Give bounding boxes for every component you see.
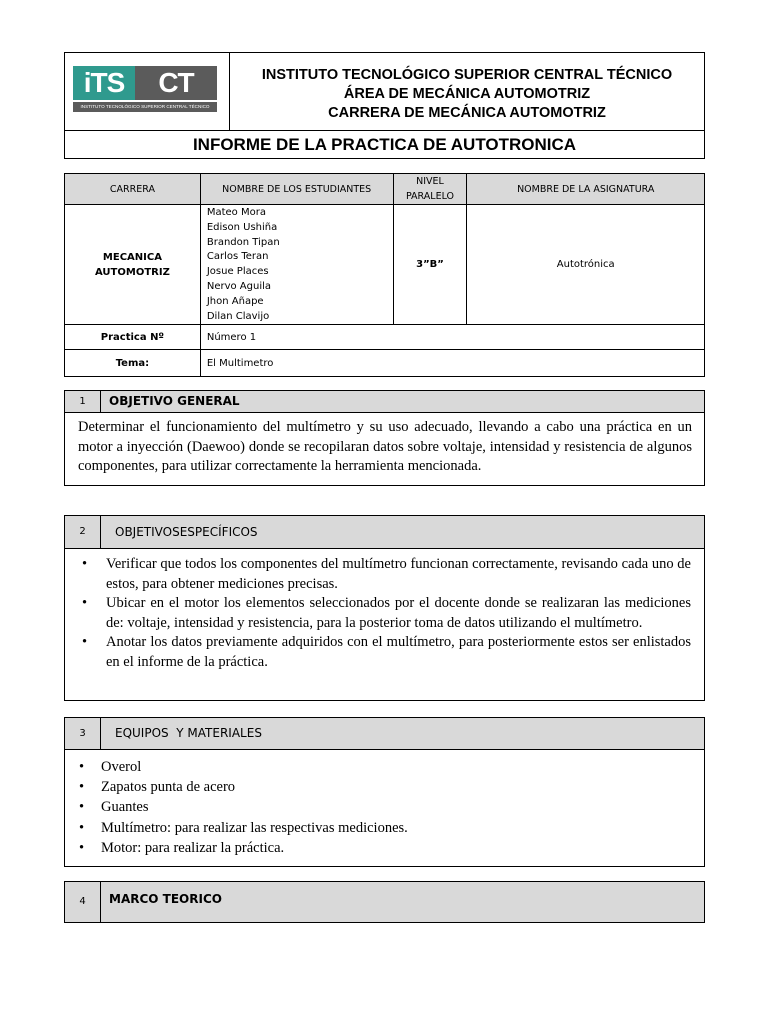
section-header — [65, 718, 704, 750]
student-name: Carlos Teran — [206, 251, 269, 263]
students-list — [200, 205, 393, 325]
col-career: CARRERA — [65, 174, 201, 205]
col-level — [393, 174, 467, 205]
student-name: Jhon Añape — [206, 295, 264, 307]
col-level-line1: NIVEL — [416, 176, 444, 187]
section-number: 4 — [65, 882, 101, 922]
practice-value: Número 1 — [200, 325, 704, 350]
list-item: • Motor: para realizar la práctica. — [101, 838, 692, 858]
topic-value: El Multimetro — [200, 350, 704, 377]
level-value: 3”B” — [393, 205, 467, 325]
section-theoretical-framework — [64, 881, 705, 923]
section-title: OBJETIVO GENERAL — [109, 394, 240, 408]
career-line1: MECANICA — [102, 251, 162, 263]
career-name: CARRERA DE MECÁNICA AUTOMOTRIZ — [328, 105, 606, 121]
section-title: OBJETIVOSESPECÍFICOS — [115, 525, 258, 539]
document-header — [64, 52, 705, 159]
career-line2: AUTOMOTRIZ — [95, 266, 170, 278]
col-students: NOMBRE DE LOS ESTUDIANTES — [200, 174, 393, 205]
section-header — [65, 391, 704, 413]
practice-row — [65, 325, 705, 350]
career-value — [65, 205, 201, 325]
col-subject: NOMBRE DE LA ASIGNATURA — [467, 174, 705, 205]
institute-name: INSTITUTO TECNOLÓGICO SUPERIOR CENTRAL TÉCNICO — [261, 67, 673, 83]
list-item: • Verificar que todos los componentes del multímetro funcionan correctamente, revisando cada uno de estos, para obtener mediciones precisas. — [106, 555, 691, 594]
info-table-row — [65, 205, 705, 325]
section-general-objective — [64, 390, 705, 486]
section-header — [65, 516, 704, 549]
logo-cell — [65, 53, 230, 130]
col-level-line2: PARALELO — [405, 191, 454, 202]
section-title: MARCO TEORICO — [109, 892, 222, 906]
equipment-list — [65, 750, 704, 858]
student-name: Josue Places — [206, 266, 269, 278]
list-item: • Guantes — [101, 797, 692, 817]
subject-value: Autotrónica — [467, 205, 705, 325]
topic-row — [65, 350, 705, 377]
institution-block — [230, 53, 704, 130]
info-table — [64, 173, 705, 377]
section-number: 1 — [65, 391, 101, 412]
list-item: • Ubicar en el motor los elementos seleccionados por el docente donde se realizaran las mediciones de: voltaje, intensidad y resistencia, para la posterior toma de datos utilizando el multímetro. — [106, 594, 691, 633]
section-specific-objectives — [64, 515, 705, 701]
section-title: EQUIPOS Y MATERIALES — [115, 726, 262, 740]
list-item: • Overol — [101, 757, 692, 777]
section-equipment — [64, 717, 705, 867]
report-title: INFORME DE LA PRACTICA DE AUTOTRONICA — [65, 130, 704, 158]
specific-objectives-list — [65, 549, 704, 672]
logo-ct: CT — [135, 66, 217, 100]
student-name: Mateo Mora — [206, 207, 266, 218]
student-name: Edison Ushiña — [206, 221, 278, 233]
logo-subtext: INSTITUTO TECNOLÓGICO SUPERIOR CENTRAL TÉCNICO — [73, 102, 217, 112]
general-objective-text: Determinar el funcionamiento del multímetro y su uso adecuado, llevando a cabo una práctica en un motor a inyección (Daewoo) donde se recopilaran datos sobre voltaje, intensidad y resistencia de algunos componentes, para utilizar correctamente la herramienta mencionada. — [78, 419, 692, 474]
list-item: • Multímetro: para realizar las respectivas mediciones. — [101, 818, 692, 838]
itsct-logo — [73, 66, 217, 113]
logo-its: iTS — [73, 66, 135, 100]
area-name: ÁREA DE MECÁNICA AUTOMOTRIZ — [343, 86, 591, 102]
student-name: Nervo Aguila — [206, 280, 272, 292]
practice-label: Practica Nº — [65, 325, 201, 350]
student-name: Dilan Clavijo — [206, 310, 270, 322]
section-header — [65, 882, 704, 922]
student-name: Brandon Tipan — [206, 236, 280, 248]
list-item: • Anotar los datos previamente adquiridos con el multímetro, para posteriormente estos ser enlistados en el informe de la práctica. — [106, 633, 691, 672]
section-number: 2 — [65, 516, 101, 548]
info-table-header — [65, 174, 705, 205]
section-number: 3 — [65, 718, 101, 749]
list-item: • Zapatos punta de acero — [101, 777, 692, 797]
topic-label: Tema: — [65, 350, 201, 377]
